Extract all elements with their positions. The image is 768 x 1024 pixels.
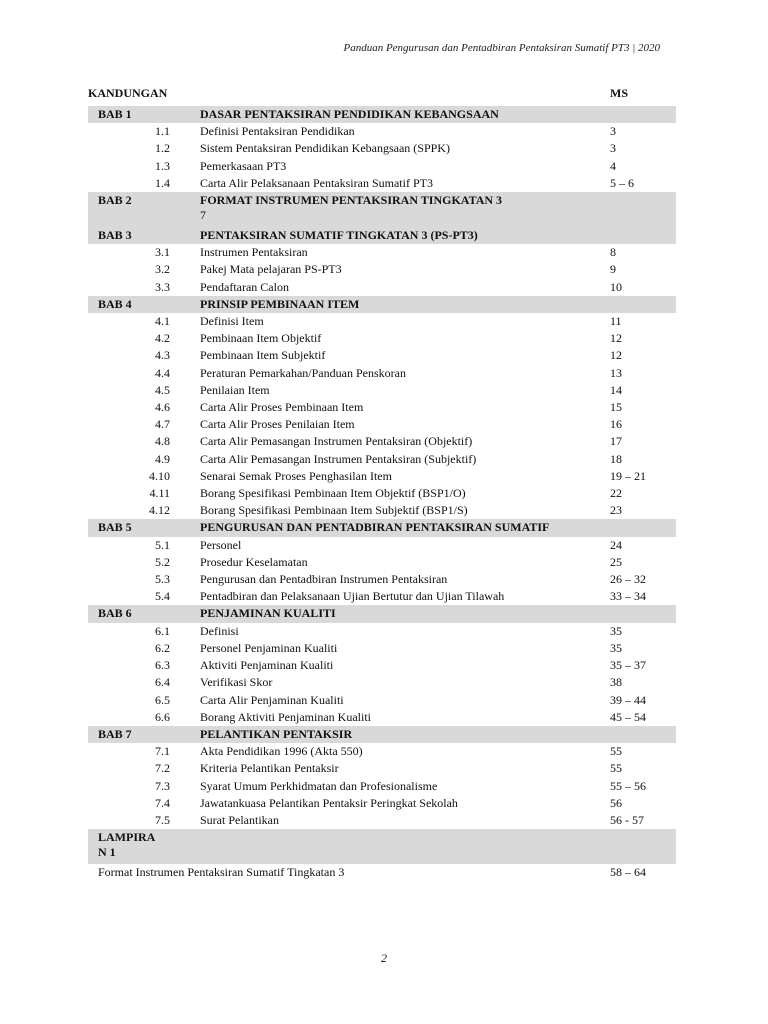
appendix-item-page: 58 – 64 <box>610 865 646 880</box>
toc-item-title: Carta Alir Proses Penilaian Item <box>200 417 355 432</box>
toc-item-number: 7.2 <box>155 761 170 776</box>
toc-item-title: Definisi Item <box>200 314 264 329</box>
appendix-label <box>88 829 610 864</box>
running-header: Panduan Pengurusan dan Pentadbiran Pentaksiran Sumatif PT3 | 2020 <box>343 42 660 54</box>
toc-item-title: Carta Alir Proses Pembinaan Item <box>200 400 364 415</box>
toc-item-row <box>88 382 676 399</box>
toc-item-title: Carta Alir Pelaksanaan Pentaksiran Sumatif PT3 <box>200 175 433 190</box>
toc-item-row <box>88 692 676 709</box>
toc-item-page: 55 – 56 <box>610 778 646 793</box>
toc-item-row <box>88 313 676 330</box>
toc-item-row <box>88 760 676 777</box>
toc-item-page: 3 <box>610 141 616 156</box>
toc-item-page: 39 – 44 <box>610 692 646 707</box>
chapter-row <box>88 605 676 622</box>
chapter-row <box>88 106 676 123</box>
toc-item-number: 4.7 <box>155 417 170 432</box>
toc-item-title: Instrumen Pentaksiran <box>200 245 308 260</box>
toc-item-title: Carta Alir Pemasangan Instrumen Pentaksiran (Objektif) <box>200 434 473 449</box>
chapter-page <box>610 192 676 227</box>
toc-item-number: 1.2 <box>155 141 170 156</box>
toc-item-title: Pemerkasaan PT3 <box>200 158 287 173</box>
toc-item-page: 55 <box>610 761 622 776</box>
chapter-title: PENGURUSAN DAN PENTADBIRAN PENTAKSIRAN SUMATIF <box>200 520 550 535</box>
toc-item-row <box>88 623 676 640</box>
toc-item-row <box>88 330 676 347</box>
chapter-title: PRINSIP PEMBINAAN ITEM <box>200 296 360 311</box>
chapter-page <box>610 726 676 743</box>
toc-item-number: 4.10 <box>149 468 170 483</box>
toc-item-number: 7.5 <box>155 812 170 827</box>
chapter-row <box>88 519 676 536</box>
toc-item-number: 5.4 <box>155 589 170 604</box>
toc-item-row <box>88 674 676 691</box>
toc-item-number: 4.3 <box>155 348 170 363</box>
toc-item-title: Pengurusan dan Pentadbiran Instrumen Pentaksiran <box>200 572 448 587</box>
toc-item-page: 35 – 37 <box>610 658 646 673</box>
toc-item-page: 35 <box>610 640 622 655</box>
toc-item-title: Personel Penjaminan Kualiti <box>200 640 338 655</box>
chapter-title-cell <box>200 106 610 123</box>
toc-item-number: 4.5 <box>155 382 170 397</box>
chapter-page <box>610 227 676 244</box>
toc-item-title: Definisi <box>200 623 239 638</box>
toc-item-row <box>88 175 676 192</box>
toc-item-page: 12 <box>610 348 622 363</box>
chapter-title: PELANTIKAN PENTAKSIR <box>200 726 353 741</box>
toc-item-number: 4.4 <box>155 365 170 380</box>
chapter-title-line2: 7 <box>200 208 206 223</box>
table-of-contents <box>88 84 676 881</box>
toc-item-title: Borang Aktiviti Penjaminan Kualiti <box>200 709 371 724</box>
toc-item-row <box>88 657 676 674</box>
toc-item-number: 7.1 <box>155 744 170 759</box>
toc-item-page: 23 <box>610 503 622 518</box>
toc-item-page: 15 <box>610 400 622 415</box>
toc-item-page: 33 – 34 <box>610 589 646 604</box>
chapter-title: PENJAMINAN KUALITI <box>200 606 336 621</box>
toc-item-number: 6.1 <box>155 623 170 638</box>
toc-item-title: Sistem Pentaksiran Pendidikan Kebangsaan (SPPK) <box>200 141 450 156</box>
toc-item-number: 1.4 <box>155 175 170 190</box>
appendix-label-line2: N 1 <box>98 845 116 860</box>
toc-item-number: 4.11 <box>149 486 170 501</box>
toc-item-page: 3 <box>610 124 616 139</box>
toc-item-title: Kriteria Pelantikan Pentaksir <box>200 761 339 776</box>
toc-item-page: 11 <box>610 314 622 329</box>
toc-item-page: 38 <box>610 675 622 690</box>
toc-item-row <box>88 451 676 468</box>
toc-item-title: Peraturan Pemarkahan/Panduan Penskoran <box>200 365 406 380</box>
chapter-title-cell <box>200 227 610 244</box>
chapter-label: BAB 5 <box>88 519 200 536</box>
toc-item-number: 3.3 <box>155 279 170 294</box>
toc-item-number: 7.3 <box>155 778 170 793</box>
toc-item-title: Senarai Semak Proses Penghasilan Item <box>200 468 392 483</box>
chapter-page <box>610 605 676 622</box>
toc-item-page: 8 <box>610 245 616 260</box>
toc-item-title: Syarat Umum Perkhidmatan dan Profesionalisme <box>200 778 438 793</box>
toc-item-title: Prosedur Keselamatan <box>200 554 308 569</box>
toc-item-page: 14 <box>610 382 622 397</box>
chapter-title-cell <box>200 296 610 313</box>
toc-page-heading: MS <box>610 86 628 100</box>
toc-item-number: 5.1 <box>155 537 170 552</box>
toc-item-number: 4.2 <box>155 331 170 346</box>
toc-item-number: 5.2 <box>155 554 170 569</box>
toc-item-number: 1.3 <box>155 158 170 173</box>
toc-item-title: Aktiviti Penjaminan Kualiti <box>200 658 334 673</box>
toc-item-page: 56 <box>610 795 622 810</box>
chapter-title: FORMAT INSTRUMEN PENTAKSIRAN TINGKATAN 3 <box>200 193 503 208</box>
toc-item-title: Penilaian Item <box>200 382 270 397</box>
toc-item-page: 24 <box>610 537 622 552</box>
toc-item-page: 13 <box>610 365 622 380</box>
toc-item-title: Carta Alir Pemasangan Instrumen Pentaksiran (Subjektif) <box>200 451 477 466</box>
chapter-page <box>610 519 676 536</box>
toc-item-row <box>88 416 676 433</box>
chapter-title-cell <box>200 605 610 622</box>
toc-item-number: 6.3 <box>155 658 170 673</box>
chapter-title-cell <box>200 726 610 743</box>
toc-item-page: 4 <box>610 158 616 173</box>
toc-item-page: 5 – 6 <box>610 175 634 190</box>
toc-item-row <box>88 433 676 450</box>
toc-item-row <box>88 399 676 416</box>
chapter-label: BAB 2 <box>88 192 200 227</box>
toc-item-number: 4.6 <box>155 400 170 415</box>
toc-item-page: 10 <box>610 279 622 294</box>
toc-item-title: Definisi Pentaksiran Pendidikan <box>200 124 355 139</box>
toc-item-number: 1.1 <box>155 124 170 139</box>
chapter-label: BAB 1 <box>88 106 200 123</box>
toc-item-title: Akta Pendidikan 1996 (Akta 550) <box>200 744 363 759</box>
toc-item-row <box>88 158 676 175</box>
toc-item-row <box>88 778 676 795</box>
chapter-label: BAB 6 <box>88 605 200 622</box>
toc-item-page: 35 <box>610 623 622 638</box>
chapter-row <box>88 296 676 313</box>
toc-item-title: Borang Spesifikasi Pembinaan Item Objektif (BSP1/O) <box>200 486 466 501</box>
toc-item-number: 6.6 <box>155 709 170 724</box>
toc-item-title: Pendaftaran Calon <box>200 279 289 294</box>
toc-item-row <box>88 123 676 140</box>
toc-item-number: 6.4 <box>155 675 170 690</box>
toc-item-row <box>88 347 676 364</box>
toc-item-page: 45 – 54 <box>610 709 646 724</box>
chapter-page <box>610 296 676 313</box>
toc-item-page: 25 <box>610 554 622 569</box>
toc-item-row <box>88 795 676 812</box>
chapter-row <box>88 227 676 244</box>
toc-item-row <box>88 588 676 605</box>
toc-item-row <box>88 502 676 519</box>
toc-item-number: 4.12 <box>149 503 170 518</box>
toc-item-page: 16 <box>610 417 622 432</box>
toc-item-page: 55 <box>610 744 622 759</box>
toc-item-page: 17 <box>610 434 622 449</box>
toc-item-title: Borang Spesifikasi Pembinaan Item Subjektif (BSP1/S) <box>200 503 468 518</box>
chapter-row <box>88 192 676 227</box>
toc-item-page: 19 – 21 <box>610 468 646 483</box>
toc-item-row <box>88 244 676 261</box>
toc-item-row <box>88 709 676 726</box>
appendix-item-title: Format Instrumen Pentaksiran Sumatif Tingkatan 3 <box>98 865 345 880</box>
toc-item-page: 22 <box>610 486 622 501</box>
toc-item-row <box>88 537 676 554</box>
toc-item-title: Personel <box>200 537 242 552</box>
toc-item-title: Carta Alir Penjaminan Kualiti <box>200 692 344 707</box>
chapter-label: BAB 7 <box>88 726 200 743</box>
chapter-title-cell <box>200 192 610 227</box>
toc-heading-row <box>88 84 676 106</box>
toc-item-title: Verifikasi Skor <box>200 675 273 690</box>
toc-item-number: 3.2 <box>155 262 170 277</box>
toc-item-title: Pentadbiran dan Pelaksanaan Ujian Bertutur dan Ujian Tilawah <box>200 589 505 604</box>
toc-item-number: 6.2 <box>155 640 170 655</box>
toc-item-row <box>88 554 676 571</box>
toc-item-row <box>88 279 676 296</box>
toc-item-row <box>88 468 676 485</box>
chapter-row <box>88 726 676 743</box>
toc-item-page: 12 <box>610 331 622 346</box>
chapter-title-cell <box>200 519 610 536</box>
toc-item-row <box>88 485 676 502</box>
toc-item-number: 4.9 <box>155 451 170 466</box>
chapter-label: BAB 4 <box>88 296 200 313</box>
chapter-title: PENTAKSIRAN SUMATIF TINGKATAN 3 (PS-PT3) <box>200 228 478 243</box>
toc-item-number: 7.4 <box>155 795 170 810</box>
chapter-page <box>610 106 676 123</box>
appendix-row <box>88 829 676 864</box>
toc-item-number: 4.8 <box>155 434 170 449</box>
toc-item-row <box>88 365 676 382</box>
toc-item-row <box>88 571 676 588</box>
toc-item-row <box>88 640 676 657</box>
toc-item-page: 9 <box>610 262 616 277</box>
toc-item-title: Pakej Mata pelajaran PS-PT3 <box>200 262 342 277</box>
page-number: 2 <box>381 951 387 965</box>
toc-item-row <box>88 743 676 760</box>
toc-item-number: 6.5 <box>155 692 170 707</box>
appendix-item-row <box>88 864 676 881</box>
toc-item-number: 4.1 <box>155 314 170 329</box>
toc-item-title: Pembinaan Item Objektif <box>200 331 322 346</box>
chapter-title: DASAR PENTAKSIRAN PENDIDIKAN KEBANGSAAN <box>200 107 499 121</box>
appendix-label-line1: LAMPIRA <box>98 830 156 845</box>
toc-item-page: 18 <box>610 451 622 466</box>
toc-item-number: 3.1 <box>155 245 170 260</box>
chapter-label: BAB 3 <box>88 227 200 244</box>
toc-item-title: Jawatankuasa Pelantikan Pentaksir Peringkat Sekolah <box>200 795 458 810</box>
toc-item-title: Surat Pelantikan <box>200 812 279 827</box>
toc-item-page: 56 - 57 <box>610 812 644 827</box>
toc-item-number: 5.3 <box>155 572 170 587</box>
toc-item-page: 26 – 32 <box>610 572 646 587</box>
toc-heading: KANDUNGAN <box>88 86 168 100</box>
appendix-page-blank <box>610 829 676 864</box>
toc-item-row <box>88 261 676 278</box>
toc-item-title: Pembinaan Item Subjektif <box>200 348 326 363</box>
toc-item-row <box>88 140 676 157</box>
toc-item-row <box>88 812 676 829</box>
